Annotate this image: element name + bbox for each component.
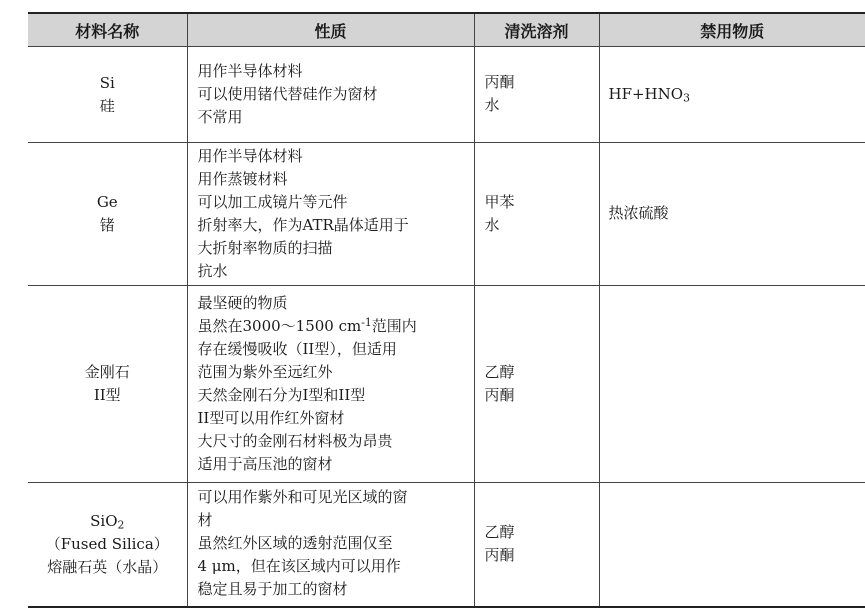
solvent-line: 水	[484, 96, 500, 114]
solvents-cell	[474, 143, 599, 286]
property-line: 用作蒸镀材料	[197, 169, 288, 188]
property-line: 天然金刚石分为I型和II型	[197, 385, 366, 404]
property-line: 稳定且易于加工的窗材	[197, 580, 348, 599]
material-formula: SiO	[90, 511, 118, 530]
forbidden-text: 热浓硫酸	[608, 204, 669, 222]
property-text: 虽然在3000～1500 cm	[197, 316, 362, 335]
material-name-cell	[28, 47, 187, 143]
property-line: 大尺寸的金刚石材料极为昂贵	[197, 431, 393, 450]
table-row	[28, 483, 865, 607]
material-name-line: 熔融石英（水晶）	[47, 557, 168, 576]
forbidden-cell	[599, 47, 865, 143]
property-line: 最坚硬的物质	[197, 293, 288, 312]
material-name-line: 锗	[99, 216, 115, 234]
material-name-line: Ge	[96, 193, 118, 211]
property-line: 大折射率物质的扫描	[197, 238, 333, 257]
property-text: 范围内	[371, 316, 417, 335]
forbidden-cell	[599, 286, 865, 483]
header-forbidden-substances: 禁用物质	[599, 13, 865, 47]
material-name-line: Si	[99, 73, 115, 92]
property-line: 用作半导体材料	[197, 146, 303, 165]
solvent-line: 丙酮	[484, 545, 515, 564]
properties-cell	[187, 483, 474, 607]
property-line: II型可以用作红外窗材	[197, 408, 345, 427]
table-row	[28, 286, 865, 483]
forbidden-line	[609, 83, 858, 106]
solvents-cell	[474, 286, 599, 483]
solvents-cell	[474, 483, 599, 607]
table-header-row	[28, 13, 865, 47]
property-line: 虽然红外区域的透射范围仅至	[197, 534, 393, 553]
property-line: 可以用作紫外和可见光区域的窗	[197, 488, 408, 507]
material-formula-subscript: 2	[117, 518, 125, 532]
solvent-line: 乙醇	[484, 362, 515, 381]
solvent-line: 丙酮	[484, 385, 515, 404]
properties-cell	[187, 143, 474, 286]
solvent-line: 丙酮	[484, 73, 515, 91]
property-line: 不常用	[197, 107, 243, 126]
forbidden-cell	[599, 143, 865, 286]
material-name-cell	[28, 286, 187, 483]
forbidden-cell	[599, 483, 865, 607]
property-line: 可以加工成镜片等元件	[197, 192, 348, 211]
property-superscript: -1	[361, 315, 372, 329]
header-properties: 性质	[187, 13, 474, 47]
material-name-line: 金刚石	[84, 363, 130, 381]
solvents-cell	[474, 47, 599, 143]
material-name-line: （Fused Silica）	[45, 534, 169, 553]
property-line: 材	[197, 511, 213, 530]
material-name-cell	[28, 483, 187, 607]
table-row	[28, 47, 865, 143]
material-name-line	[32, 510, 183, 533]
forbidden-subscript: 3	[683, 91, 690, 105]
property-line: 用作半导体材料	[197, 61, 303, 80]
header-cleaning-solvent: 清洗溶剂	[474, 13, 599, 47]
materials-table	[28, 12, 865, 608]
property-line: 适用于高压池的窗材	[197, 454, 333, 473]
forbidden-text: HF+HNO	[608, 84, 684, 103]
property-line: 可以使用锗代替硅作为窗材	[197, 84, 378, 103]
property-line: 存在缓慢吸收（II型），但适用	[197, 339, 397, 358]
header-material-name: 材料名称	[28, 13, 187, 47]
material-name-cell	[28, 143, 187, 286]
property-line: 折射率大，作为ATR晶体适用于	[197, 215, 409, 234]
properties-cell	[187, 286, 474, 483]
solvent-line: 乙醇	[484, 522, 515, 541]
solvent-line: 水	[484, 215, 500, 234]
property-line: 抗水	[197, 261, 228, 280]
property-line: 范围为紫外至远红外	[197, 362, 333, 381]
table-row	[28, 143, 865, 286]
property-line: 4 μm，但在该区域内可以用作	[197, 557, 401, 576]
property-line	[198, 315, 470, 338]
properties-cell	[187, 47, 474, 143]
material-name-line: 硅	[99, 96, 115, 115]
material-name-line: II型	[93, 386, 121, 404]
solvent-line: 甲苯	[484, 192, 515, 211]
